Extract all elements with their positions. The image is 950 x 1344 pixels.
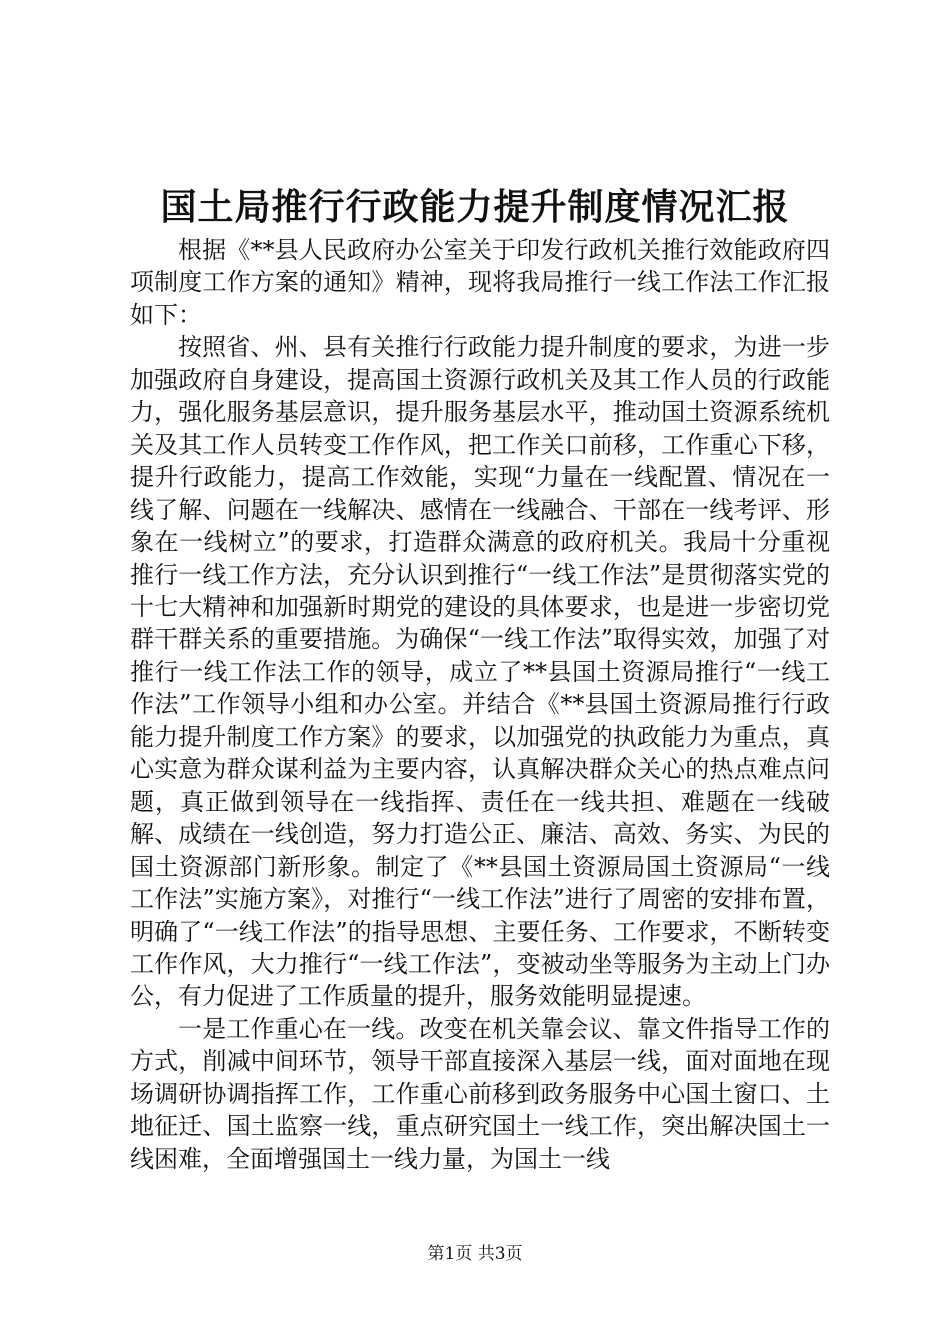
paragraph-point-one: 一是工作重心在一线。改变在机关靠会议、靠文件指导工作的方式，削减中间环节，领导干部直接深入基层一线，面对面地在现场调研协调指挥工作，工作重心前移到政务服务中心国土窗口、土地征迁、国土监察一线，重点研究国土一线工作，突出解决国土一线困难，全面增强国土一线力量，为国土一线 [130, 1014, 830, 1173]
document-body [130, 234, 830, 1175]
document-title: 国土局推行行政能力提升制度情况汇报 [160, 186, 790, 228]
paragraph-main: 按照省、州、县有关推行行政能力提升制度的要求，为进一步加强政府自身建设，提高国土资源行政机关及其工作人员的行政能力，强化服务基层意识，提升服务基层水平，推动国土资源系统机关及其工作人员转变工作作风，把工作关口前移，工作重心下移，提升行政能力，提高工作效能，实现“力量在一线配置、情况在一线了解、问题在一线解决、感情在一线融合、干部在一线考评、形象在一线树立”的要求，打造群众满意的政府机关。我局十分重视推行一线工作方法，充分认识到推行“一线工作法”是贯彻落实党的十七大精神和加强新时期党的建设的具体要求，也是进一步密切党群干群关系的重要措施。为确保“一线工作法”取得实效，加强了对推行一线工作法工作的领导，成立了**县国土资源局推行“一线工作法”工作领导小组和办公室。并结合《**县国土资源局推行行政能力提升制度工作方案》的要求，以加强党的执政能力为重点，真心实意为群众谋利益为主要内容，认真解决群众关心的热点难点问题，真正做到领导在一线指挥、责任在一线共担、难题在一线破解、成绩在一线创造，努力打造公正、廉洁、高效、务实、为民的国土资源部门新形象。制定了《**县国土资源局国土资源局“一线工作法”实施方案》，对推行“一线工作法”进行了周密的安排布置，明确了“一线工作法”的指导思想、主要任务、工作要求，不断转变工作作风，大力推行“一线工作法”，变被动坐等服务为主动上门办公，有力促进了工作质量的提升，服务效能明显提速。 [130, 333, 830, 1011]
paragraph-intro: 根据《**县人民政府办公室关于印发行政机关推行效能政府四项制度工作方案的通知》精神，现将我局推行一线工作法工作汇报如下： [130, 236, 830, 329]
page-footer: 第1页 共3页 [427, 1244, 523, 1264]
